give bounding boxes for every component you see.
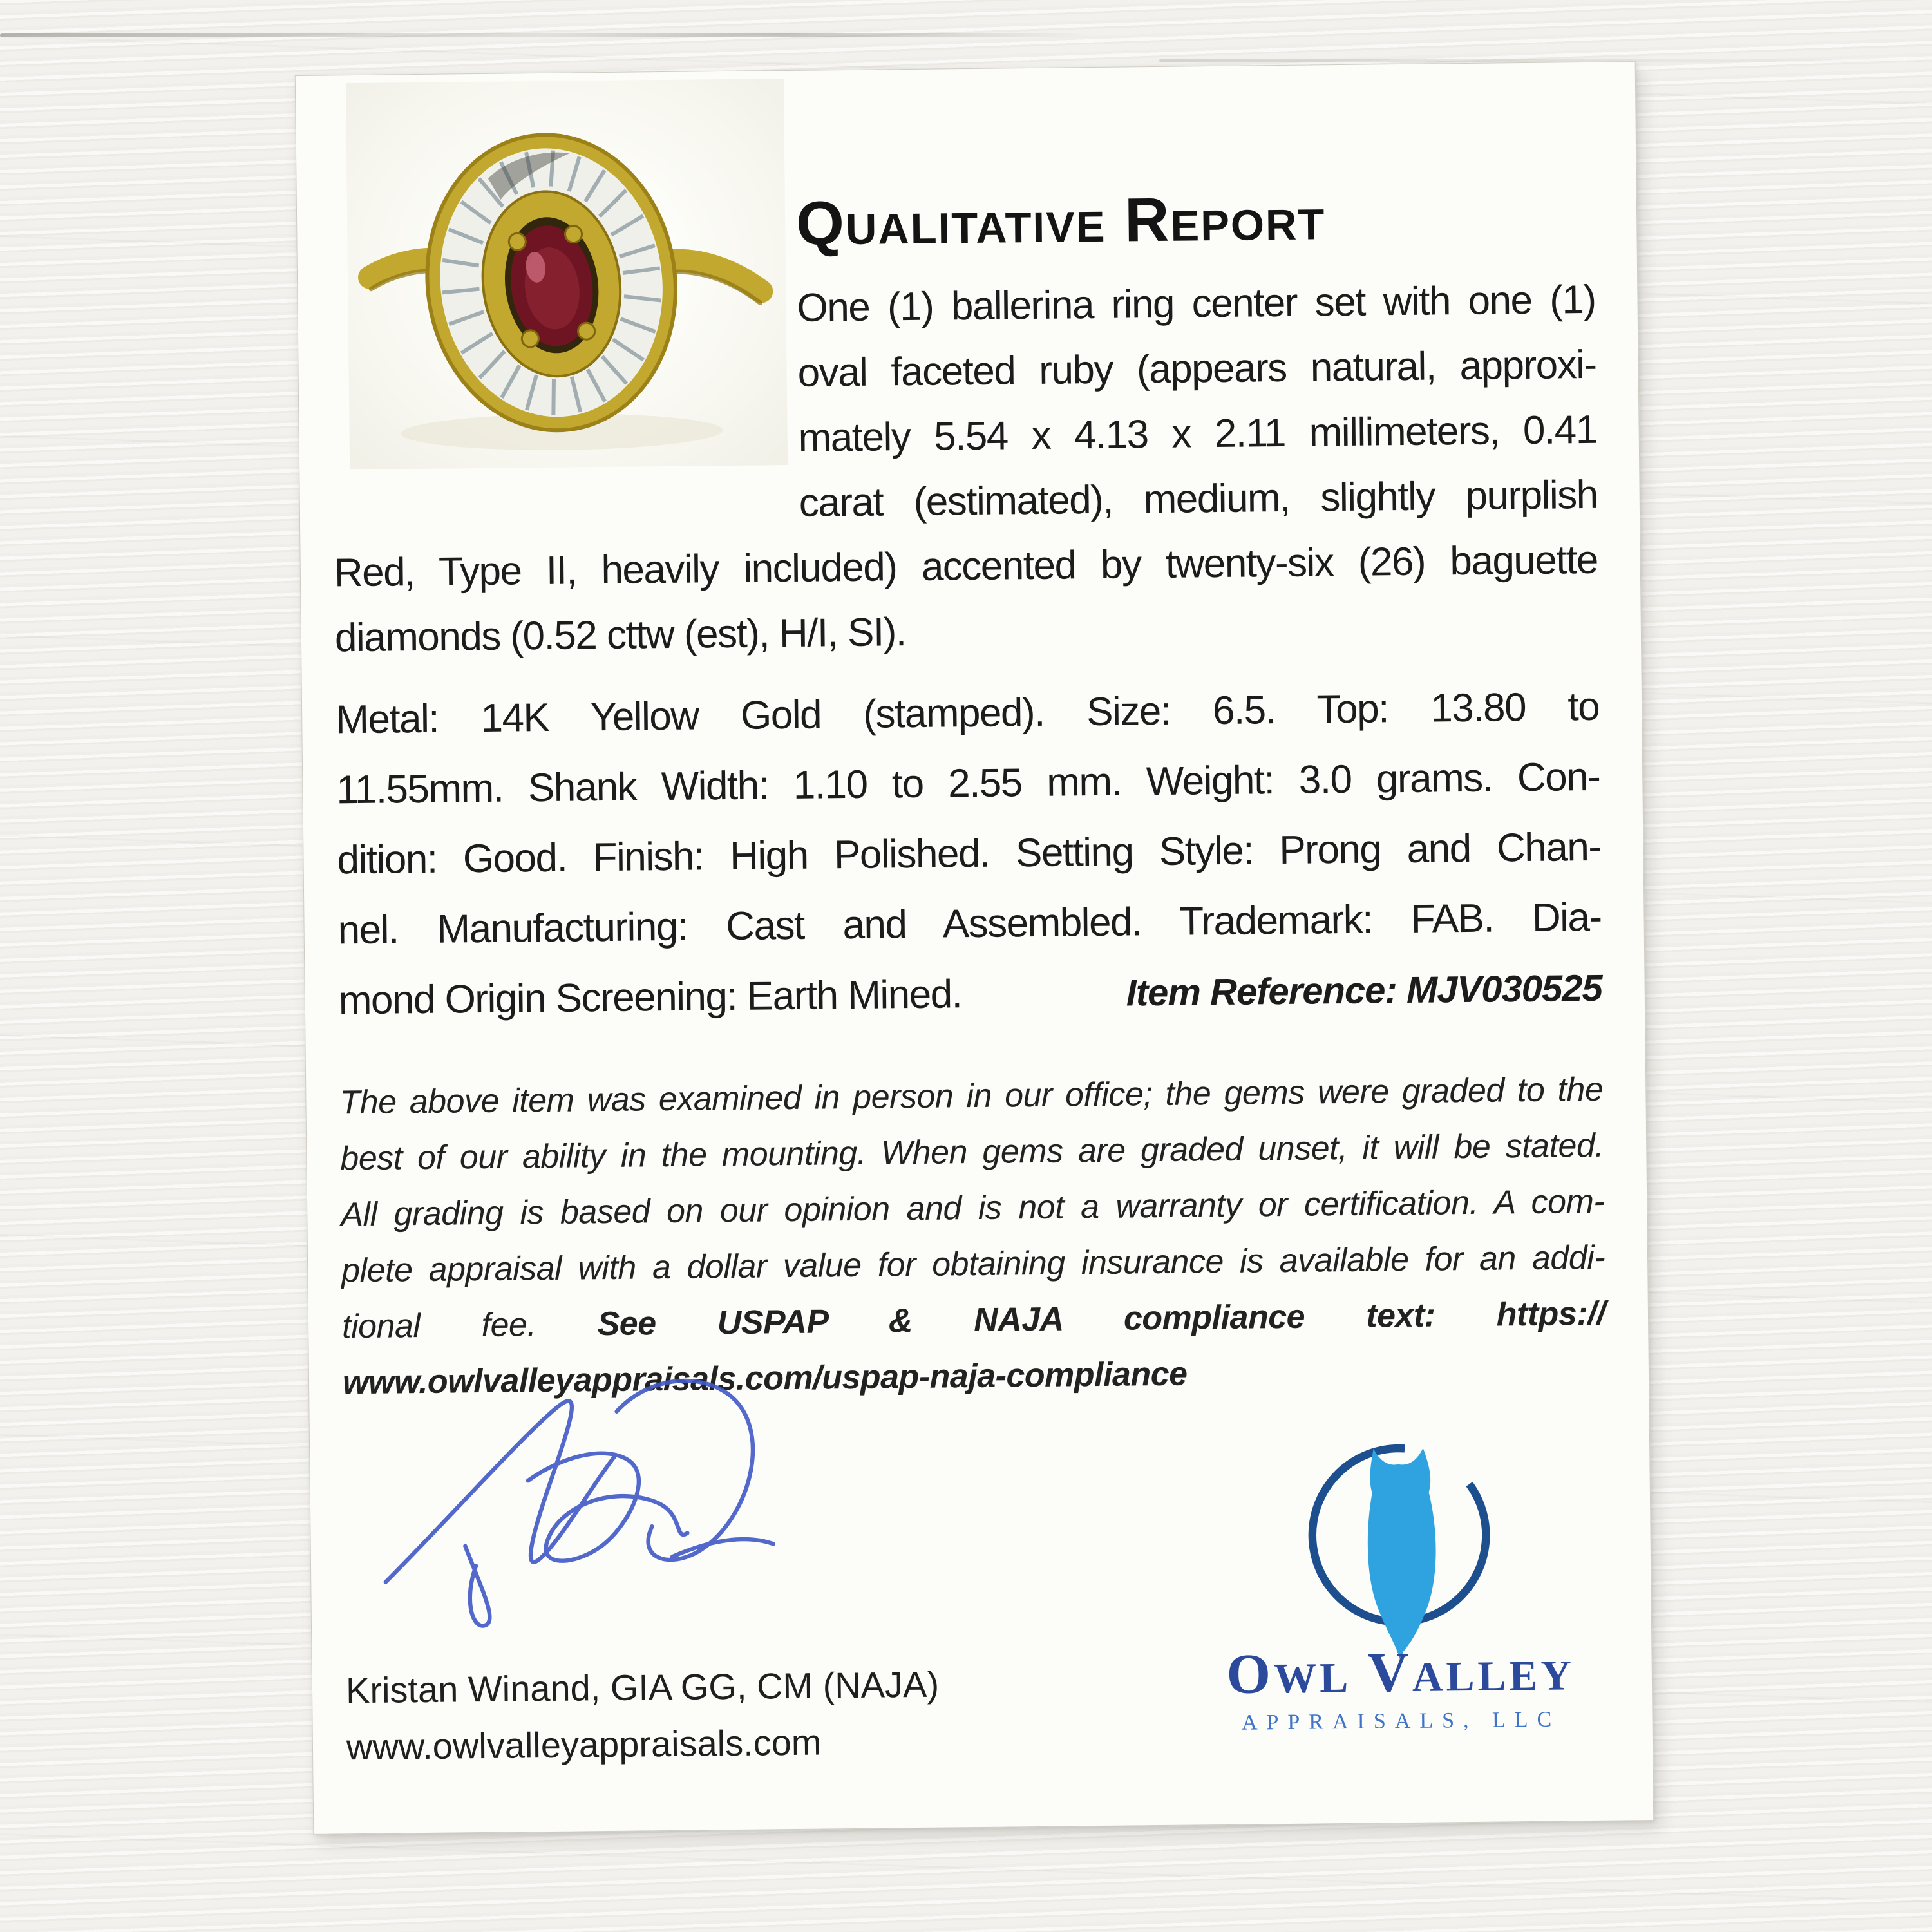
owl-valley-logo [1198,1426,1601,1734]
disclaimer-line: plete appraisal with a dollar value for obtaining insurance is available for an addi- [341,1238,1605,1290]
report-line: Metal: 14K Yellow Gold (stamped). Size: 6.5. Top: 13.80 to [335,684,1600,743]
specs-paragraph [336,672,1603,1036]
report-line: mately 5.54 x 4.13 x 2.11 millimeters, 0.41 [798,407,1597,460]
wordmark-letter: O [1226,1643,1274,1706]
report-line: oval faceted ruby (appears natural, approxi- [797,342,1596,395]
wall-groove [1159,59,1932,62]
owl-icon [1367,1448,1437,1663]
report-line [338,952,1602,1036]
disclaimer-normal-segment: tional fee. [341,1306,536,1346]
appraiser-signature [345,1368,811,1644]
report-line: One (1) ballerina ring center set with one (1) [797,277,1596,330]
appraiser-website: www.owlvalleyappraisals.com [346,1721,822,1768]
report-line: dition: Good. Finish: High Polished. Setting Style: Prong and Chan- [337,824,1601,883]
wordmark-letters: ALLEY [1412,1652,1575,1701]
signature-scribble [345,1368,811,1644]
report-line: Red, Type II, heavily included) accented by twenty-six (26) baguette [334,537,1598,596]
wordmark-letters: WL [1273,1654,1352,1703]
disclaimer-line: The above item was examined in person in our office; the gems were graded to the [339,1070,1604,1122]
description-paragraph-bottom [334,527,1598,671]
ring-head [409,119,693,446]
wall-groove [0,33,1095,37]
report-title: Qualitative Report [795,184,1326,258]
item-reference: Item Reference: MJV030525 [1126,967,1603,1014]
report-line: 11.55mm. Shank Width: 1.10 to 2.55 mm. Weight: 3.0 grams. Con- [336,754,1600,813]
wordmark-letter: V [1367,1641,1413,1705]
ballerina-ring-illustration [346,79,788,469]
disclaimer-paragraph [339,1062,1606,1412]
disclaimer-line: All grading is based on our opinion and is not a warranty or certification. A com- [340,1182,1605,1234]
logo-wordmark [1200,1641,1600,1706]
appraisal-card [295,61,1654,1835]
report-line: nel. Manufacturing: Cast and Assembled. Trademark: FAB. Dia- [337,895,1602,953]
compliance-note: See USPAP & NAJA compliance text: https:// [597,1294,1606,1343]
appraiser-name: Kristan Winand, GIA GG, CM (NAJA) [345,1663,940,1711]
logo-subtitle: APPRAISALS, LLC [1241,1707,1561,1735]
description-paragraph-top [797,267,1598,536]
disclaimer-line: best of our ability in the mounting. When gems are graded unset, it will be stated. [340,1126,1604,1178]
report-line: diamonds (0.52 cttw (est), H/I, SI). [334,610,906,661]
compliance-url: www.owlvalleyappraisals.com/uspap-naja-compliance [342,1355,1188,1402]
specs-last-segment: mond Origin Screening: Earth Mined. [338,972,962,1023]
report-line: carat (estimated), medium, slightly purplish [799,472,1598,526]
ring-photo [346,79,788,469]
